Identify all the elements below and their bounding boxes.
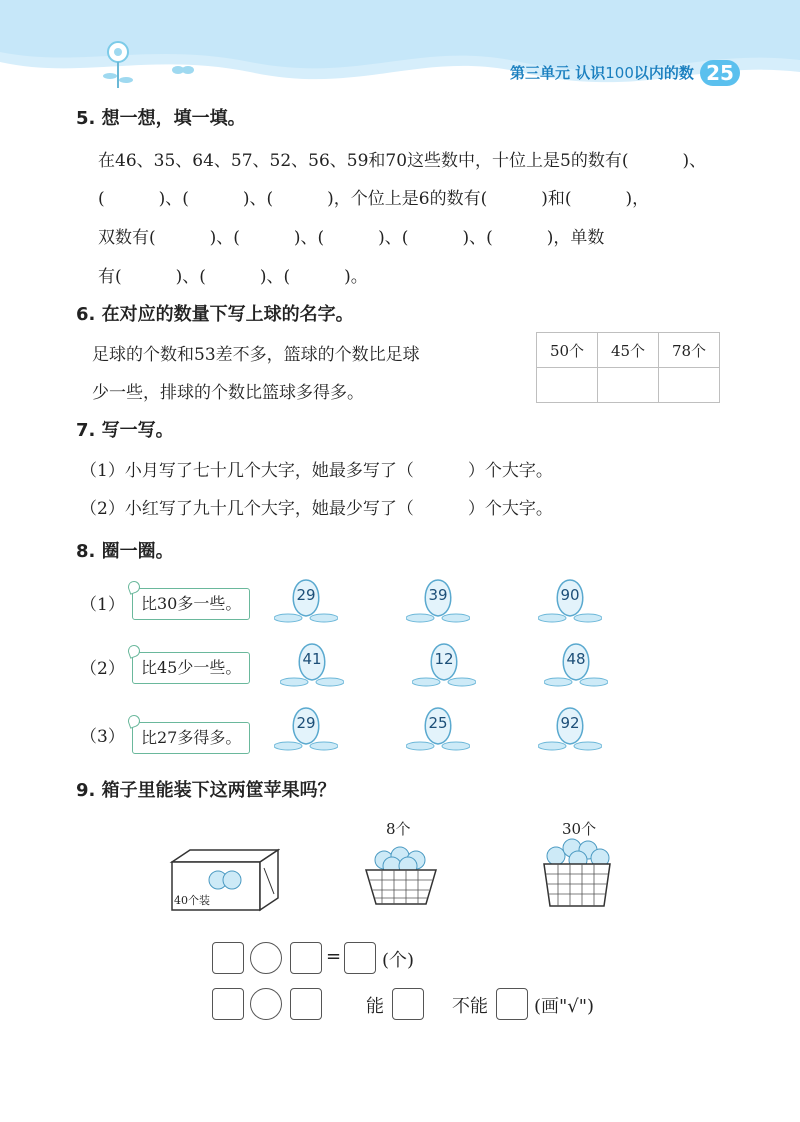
topic-text-2: 以内的数 xyxy=(633,64,694,82)
peach-number: 25 xyxy=(428,714,448,732)
peach-number: 39 xyxy=(428,586,448,604)
q5-text: ( xyxy=(98,189,105,209)
table-header-row xyxy=(537,333,720,368)
operator-circle[interactable] xyxy=(250,942,282,974)
row-label: （1） xyxy=(80,595,125,615)
peach-number: 48 xyxy=(566,650,586,668)
q5-text: 双数有( xyxy=(98,228,156,248)
q5-line-3 xyxy=(98,223,604,248)
q5-text: )、( xyxy=(378,228,409,248)
q5-text: 有( xyxy=(98,267,122,287)
q7-text: （2）小红写了九十几个大字，她最少写了（ xyxy=(80,499,414,519)
result-box[interactable] xyxy=(344,942,376,974)
q6-text-2: 少一些，排球的个数比篮球多得多。 xyxy=(92,383,364,403)
q5-text: )、( xyxy=(259,267,291,287)
q7-text: （1）小月写了七十几个大字，她最多写了（ xyxy=(80,461,414,481)
q5-text: )、( xyxy=(242,189,274,209)
mark-hint: (画"√") xyxy=(534,996,595,1017)
q5-text: )、( xyxy=(462,228,493,248)
table-header-cell: 78个 xyxy=(659,333,720,368)
q5-text: )、 xyxy=(682,151,707,171)
answer-cell[interactable] xyxy=(659,368,720,403)
table-header-cell: 45个 xyxy=(598,333,659,368)
can-checkbox[interactable] xyxy=(392,988,424,1020)
q5-line-4 xyxy=(98,262,368,287)
peach-item[interactable] xyxy=(538,702,602,754)
peach-item[interactable] xyxy=(544,638,608,690)
peach-number: 90 xyxy=(560,586,580,604)
header-wave xyxy=(0,0,800,100)
peach-item[interactable] xyxy=(406,574,470,626)
q5-text: )和( xyxy=(541,189,572,209)
q5-text: )，个位上是6的数有( xyxy=(327,189,488,209)
q6-heading: 6. 在对应的数量下写上球的名字。 xyxy=(76,304,354,325)
q7-item-1 xyxy=(80,456,553,481)
topic-number: 100 xyxy=(605,64,634,82)
q5-line-2 xyxy=(98,184,649,209)
q9-heading: 9. 箱子里能装下这两筐苹果吗？ xyxy=(76,780,336,801)
q5-line-1 xyxy=(98,146,706,171)
basket-2-label: 30个 xyxy=(562,820,597,838)
q5-text: )、( xyxy=(158,189,189,209)
table-header-cell: 50个 xyxy=(537,333,598,368)
q5-text: 在46、35、64、57、52、56、59和70这些数中，十位上是5的数有( xyxy=(98,151,629,171)
row-label: （3） xyxy=(80,727,125,747)
apple-basket-icon xyxy=(362,838,440,908)
number-box[interactable] xyxy=(212,988,244,1020)
hint-note: 比27多得多。 xyxy=(132,722,250,754)
q5-text: )、( xyxy=(209,228,240,248)
q5-text: )、( xyxy=(175,267,206,287)
peach-item[interactable] xyxy=(274,702,338,754)
peach-number: 29 xyxy=(296,714,316,732)
q5-text: )。 xyxy=(344,267,368,287)
number-box[interactable] xyxy=(212,942,244,974)
hint-note: 比45少一些。 xyxy=(132,652,250,684)
q7-item-2 xyxy=(80,494,553,519)
peach-item[interactable] xyxy=(538,574,602,626)
peach-item[interactable] xyxy=(406,702,470,754)
ball-count-table xyxy=(536,332,720,403)
butterfly-icon xyxy=(172,66,194,74)
cannot-checkbox[interactable] xyxy=(496,988,528,1020)
unit-name: 第三单元 xyxy=(510,64,571,82)
q6-text-1: 足球的个数和53差不多，篮球的个数比足球 xyxy=(92,345,420,365)
q5-text: )，单数 xyxy=(546,228,605,248)
compare-circle[interactable] xyxy=(250,988,282,1020)
number-box[interactable] xyxy=(290,988,322,1020)
table-answer-row xyxy=(537,368,720,403)
topic-text: 认识 xyxy=(575,64,606,82)
peach-number: 92 xyxy=(560,714,580,732)
basket-1-label: 8个 xyxy=(386,820,411,838)
q7-heading: 7. 写一写。 xyxy=(76,420,174,441)
peach-item[interactable] xyxy=(280,638,344,690)
peach-item[interactable] xyxy=(274,574,338,626)
q7-text: ）个大字。 xyxy=(467,461,553,481)
peach-number: 12 xyxy=(434,650,454,668)
apple-box-illustration xyxy=(168,848,280,912)
equals-sign: = xyxy=(326,946,342,967)
peach-number: 29 xyxy=(296,586,316,604)
q5-heading: 5. 想一想，填一填。 xyxy=(76,108,246,129)
peach-number: 41 xyxy=(302,650,322,668)
answer-cell[interactable] xyxy=(598,368,659,403)
unit-title xyxy=(510,62,694,83)
page-number: 25 xyxy=(700,60,740,86)
q5-text: )、( xyxy=(293,228,325,248)
q5-text: )， xyxy=(625,189,650,209)
answer-cell[interactable] xyxy=(537,368,598,403)
apple-basket-icon xyxy=(540,834,614,910)
cannot-label: 不能 xyxy=(452,996,488,1017)
hint-note: 比30多一些。 xyxy=(132,588,250,620)
can-label: 能 xyxy=(366,996,384,1017)
peach-item[interactable] xyxy=(412,638,476,690)
q8-heading: 8. 圈一圈。 xyxy=(76,541,174,562)
q7-text: ）个大字。 xyxy=(467,499,553,519)
row-label: （2） xyxy=(80,659,125,679)
box-label: 40个装 xyxy=(174,894,210,907)
number-box[interactable] xyxy=(290,942,322,974)
unit-label: (个) xyxy=(382,950,415,971)
